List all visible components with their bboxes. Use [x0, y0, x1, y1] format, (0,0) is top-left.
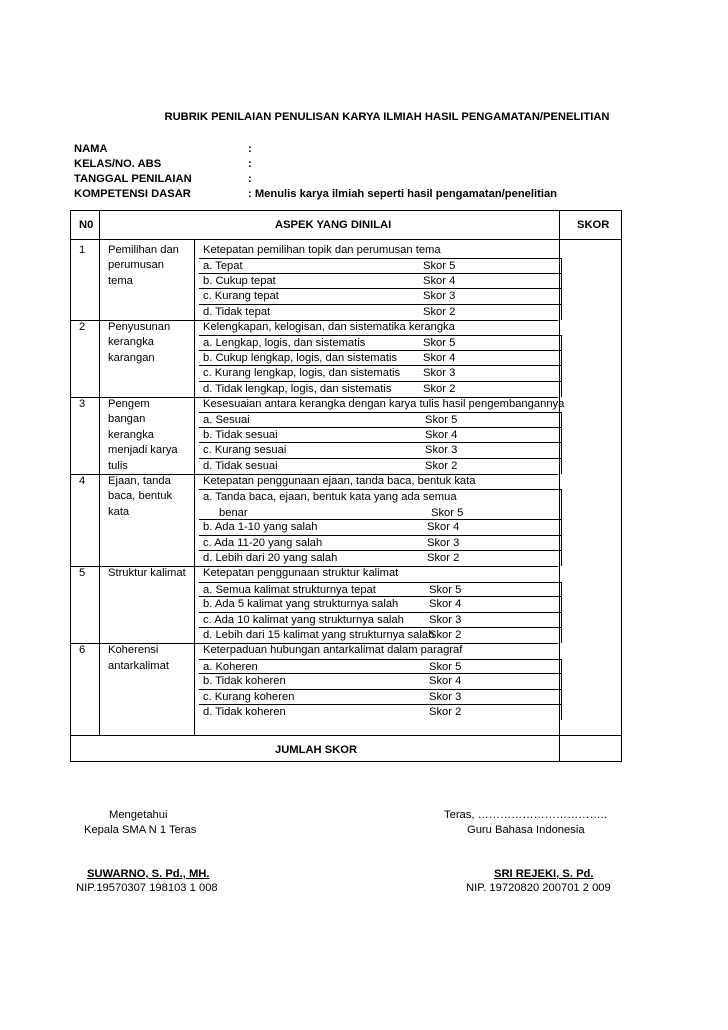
option-text: b. Tidak koheren: [203, 675, 286, 688]
score-option: [199, 258, 562, 273]
option-text: a. Lengkap, logis, dan sistematis: [203, 337, 366, 350]
aspect-label: tema: [108, 274, 133, 287]
identity-row-class: [74, 157, 252, 172]
option-text: d. Tidak tepat: [203, 305, 271, 318]
right-sign-name: SRI REJEKI, S. Pd.: [494, 868, 594, 880]
option-score: Skor 2: [425, 459, 458, 472]
aspect-label: bangan: [108, 413, 146, 426]
identity-row-name: [74, 142, 252, 157]
option-text-continued: benar: [219, 506, 248, 519]
option-text: a. Semua kalimat strukturnya tepat: [203, 583, 376, 596]
option-score: Skor 4: [423, 351, 456, 364]
identity-value: :: [248, 143, 252, 155]
aspect-label: Koherensi: [108, 644, 159, 657]
score-option: [199, 659, 562, 674]
option-text: c. Kurang tepat: [203, 290, 279, 303]
identity-label: KELAS/NO. ABS: [74, 158, 162, 170]
option-text: d. Lebih dari 20 yang salah: [203, 552, 338, 564]
option-text: a. Sesuai: [203, 414, 250, 427]
right-sign-nip: NIP. 19720820 200701 2 009: [466, 882, 611, 894]
left-sign-nip: NIP.19570307 198103 1 008: [76, 882, 218, 894]
option-score: Skor 5: [431, 506, 464, 519]
option-text: a. Koheren: [203, 660, 258, 673]
aspect-label: baca, bentuk: [108, 490, 173, 503]
criterion-heading: Keterpaduan hubungan antarkalimat dalam paragraf: [203, 644, 463, 657]
left-sign-line1: Mengetahui: [109, 809, 168, 821]
option-score: Skor 3: [423, 290, 456, 303]
score-option: [199, 582, 562, 597]
option-score: Skor 4: [429, 675, 462, 688]
score-option: [199, 274, 562, 289]
option-score: Skor 4: [427, 521, 460, 534]
header-no: N0: [79, 219, 94, 231]
criterion-heading: Ketepatan penggunaan ejaan, tanda baca, bentuk kata: [203, 475, 476, 487]
score-option: [199, 536, 562, 551]
row-number: 2: [79, 321, 86, 333]
header-divider: [71, 239, 621, 240]
aspect-label: Pengem: [108, 398, 150, 410]
option-text: d. Tidak lengkap, logis, dan sistematis: [203, 382, 392, 395]
option-text: c. Kurang koheren: [203, 690, 295, 703]
right-sign-line2: Guru Bahasa Indonesia: [467, 824, 585, 836]
score-option: [199, 520, 562, 535]
option-text: b. Tidak sesuai: [203, 428, 278, 441]
aspect-label: tulis: [108, 459, 128, 472]
option-score: Skor 3: [429, 690, 462, 703]
column-divider: [194, 239, 195, 735]
option-score: Skor 5: [429, 583, 462, 596]
option-score: Skor 2: [429, 629, 462, 641]
score-option: [199, 428, 562, 443]
option-text: d. Tidak sesuai: [203, 459, 278, 472]
total-divider: [71, 735, 621, 736]
option-score: Skor 5: [423, 337, 456, 350]
option-score: Skor 4: [425, 428, 458, 441]
total-score-label: JUMLAH SKOR: [275, 744, 358, 756]
identity-value: :: [248, 158, 252, 170]
score-option: [199, 289, 562, 304]
score-option: [199, 366, 562, 381]
score-option: [199, 628, 562, 643]
row-number: 6: [79, 644, 86, 657]
score-option: [199, 382, 562, 397]
score-option: [199, 459, 562, 474]
header-score: SKOR: [577, 219, 610, 231]
right-sign-line1: Teras, ……………………………..: [444, 809, 607, 821]
identity-label: KOMPETENSI DASAR: [74, 188, 191, 200]
option-text: c. Kurang lengkap, logis, dan sistematis: [203, 367, 401, 380]
option-score: Skor 2: [427, 552, 460, 564]
identity-label: TANGGAL PENILAIAN: [74, 173, 192, 185]
option-text: c. Ada 10 kalimat yang strukturnya salah: [203, 613, 404, 626]
option-score: Skor 3: [423, 367, 456, 380]
identity-label: NAMA: [74, 143, 108, 155]
aspect-label: Pemilihan dan: [108, 244, 179, 256]
option-text: d. Tidak koheren: [203, 706, 286, 718]
option-score: Skor 2: [423, 305, 456, 318]
score-option: [199, 613, 562, 628]
option-score: Skor 2: [423, 382, 456, 395]
option-text: b. Cukup tepat: [203, 274, 276, 287]
row-number: 3: [79, 398, 86, 410]
score-option: [199, 335, 562, 350]
identity-value: :: [248, 173, 252, 185]
aspect-label: Penyusunan: [108, 321, 171, 333]
criterion-heading: Ketepatan pemilihan topik dan perumusan tema: [203, 244, 441, 256]
score-option: [199, 597, 562, 612]
option-score: Skor 3: [427, 536, 460, 549]
option-score: Skor 4: [423, 274, 456, 287]
left-sign-name: SUWARNO, S. Pd., MH.: [87, 868, 210, 880]
row-number: 5: [79, 567, 86, 580]
page-title: RUBRIK PENILAIAN PENULISAN KARYA ILMIAH HASIL PENGAMATAN/PENELITIAN: [164, 111, 610, 123]
score-option: [199, 351, 562, 366]
option-score: Skor 3: [429, 613, 462, 626]
aspect-label: menjadi karya: [108, 444, 178, 457]
aspect-label: kerangka: [108, 428, 155, 441]
identity-row-competence: [74, 187, 557, 202]
aspect-label: kata: [108, 505, 130, 518]
option-text: a. Tepat: [203, 260, 243, 273]
aspect-label: perumusan: [108, 259, 164, 272]
aspect-label: karangan: [108, 351, 155, 364]
option-score: Skor 5: [425, 414, 458, 427]
aspect-label: Ejaan, tanda: [108, 475, 171, 487]
identity-value: : Menulis karya ilmiah seperti hasil pengamatan/penelitian: [248, 188, 557, 200]
score-option: [199, 705, 562, 720]
score-option: [199, 489, 562, 520]
option-score: Skor 4: [429, 598, 462, 611]
option-score: Skor 2: [429, 706, 462, 718]
rubric-table: [70, 210, 622, 762]
left-sign-line2: Kepala SMA N 1 Teras: [84, 824, 197, 836]
row-number: 4: [79, 475, 86, 487]
criterion-heading: Ketepatan penggunaan struktur kalimat: [203, 567, 399, 580]
option-score: Skor 3: [425, 444, 458, 457]
identity-row-date: [74, 172, 252, 187]
option-score: Skor 5: [429, 660, 462, 673]
score-option: [199, 551, 562, 566]
option-text: c. Ada 11-20 yang salah: [203, 536, 323, 549]
score-option: [199, 690, 562, 705]
aspect-label: Struktur kalimat: [108, 567, 186, 580]
aspect-label: antarkalimat: [108, 659, 169, 672]
option-score: Skor 5: [423, 260, 456, 273]
option-text: b. Ada 5 kalimat yang strukturnya salah: [203, 598, 399, 611]
header-aspect: ASPEK YANG DINILAI: [275, 219, 392, 231]
option-text: d. Lebih dari 15 kalimat yang strukturnya salah: [203, 629, 435, 641]
criterion-heading: Kesesuaian antara kerangka dengan karya tulis hasil pengembangannya: [203, 398, 565, 410]
option-text: c. Kurang sesuai: [203, 444, 287, 457]
criterion-heading: Kelengkapan, kelogisan, dan sistematika kerangka: [203, 321, 455, 333]
score-option: [199, 305, 562, 320]
row-number: 1: [79, 244, 86, 256]
option-text: a. Tanda baca, ejaan, bentuk kata yang ada semua: [203, 491, 457, 504]
aspect-label: kerangka: [108, 336, 155, 349]
score-option: [199, 674, 562, 689]
score-option: [199, 443, 562, 458]
option-text: b. Ada 1-10 yang salah: [203, 521, 318, 534]
score-option: [199, 412, 562, 427]
option-text: b. Cukup lengkap, logis, dan sistematis: [203, 351, 398, 364]
